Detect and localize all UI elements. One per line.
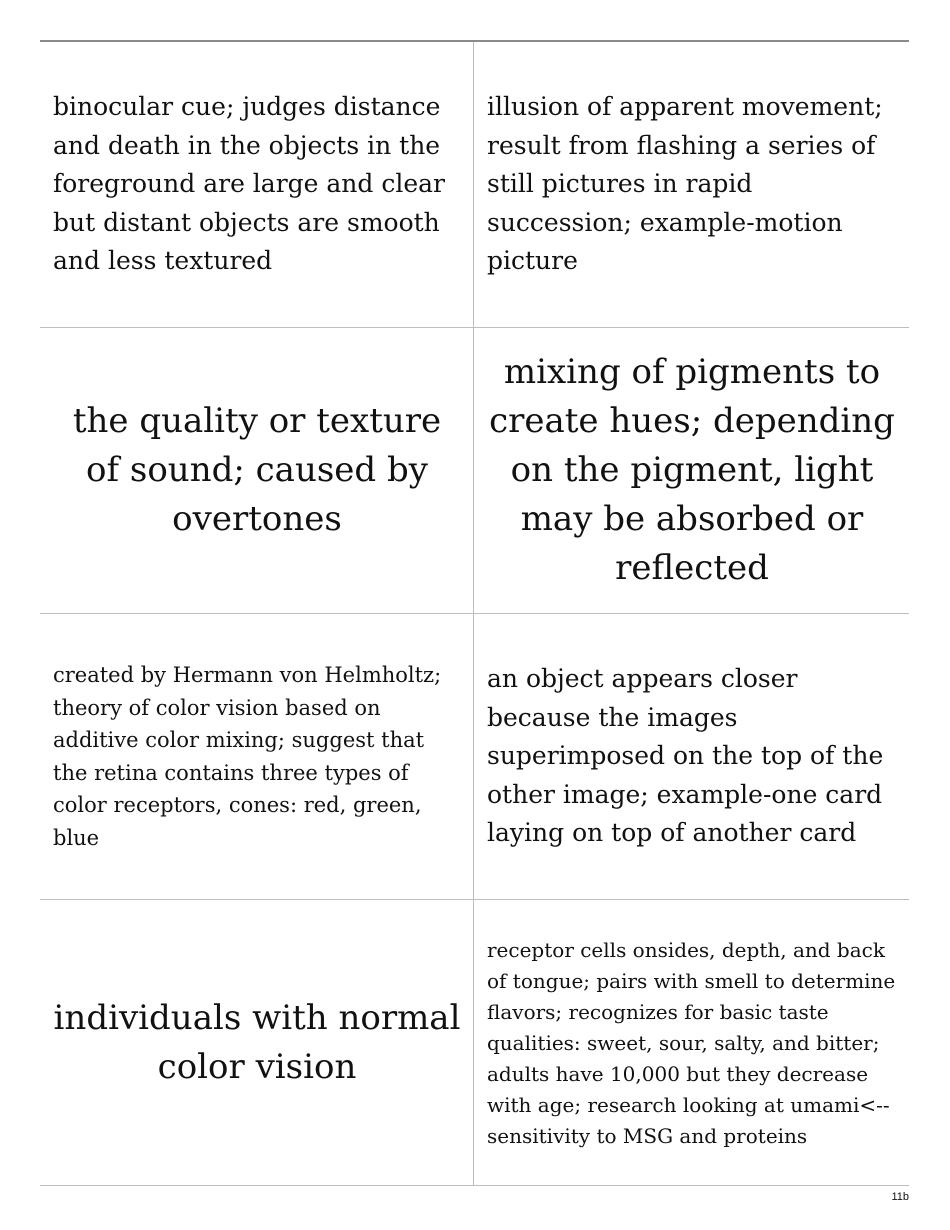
flashcard-sheet bbox=[40, 40, 909, 1186]
flashcard-4-text: mixing of pigments to create hues; depending on the pigment, light may be absorbed or reflected bbox=[489, 352, 895, 588]
flashcard-8 bbox=[474, 900, 909, 1186]
flashcard-7 bbox=[40, 900, 474, 1186]
flashcard-8-text: receptor cells onsides, depth, and back of tongue; pairs with smell to determine flavors; recognizes for basic taste qualities: sweet, sour, salty, and bitter; adults have 10,000 but they decrease with age; research looking at umami<-- sensitivity to MSG and proteins bbox=[487, 937, 896, 1148]
flashcard-5 bbox=[40, 614, 474, 900]
flashcard-3 bbox=[40, 328, 474, 614]
flashcard-1-text: binocular cue; judges distance and death in the objects in the foreground are large and clear but distant objects are smooth and less textured bbox=[53, 92, 446, 276]
flashcard-2-text: illusion of apparent movement; result from flashing a series of still pictures in rapid succession; example-motion picture bbox=[487, 92, 883, 276]
flashcard-4 bbox=[474, 328, 909, 614]
flashcard-6 bbox=[474, 614, 909, 900]
flashcard-2 bbox=[474, 42, 909, 328]
flashcard-grid bbox=[40, 42, 909, 1186]
flashcard-1 bbox=[40, 42, 474, 328]
flashcard-3-text: the quality or texture of sound; caused by overtones bbox=[72, 401, 442, 539]
page-number-label: 11b bbox=[891, 1191, 909, 1203]
flashcard-5-text: created by Hermann von Helmholtz; theory of color vision based on additive color mixing; suggest that the retina contains three types of color receptors, cones: red, green, blue bbox=[53, 663, 442, 850]
flashcard-6-text: an object appears closer because the images superimposed on the top of the other image; example-one card laying on top of another card bbox=[487, 664, 884, 848]
flashcard-7-text: individuals with normal color vision bbox=[53, 998, 461, 1087]
